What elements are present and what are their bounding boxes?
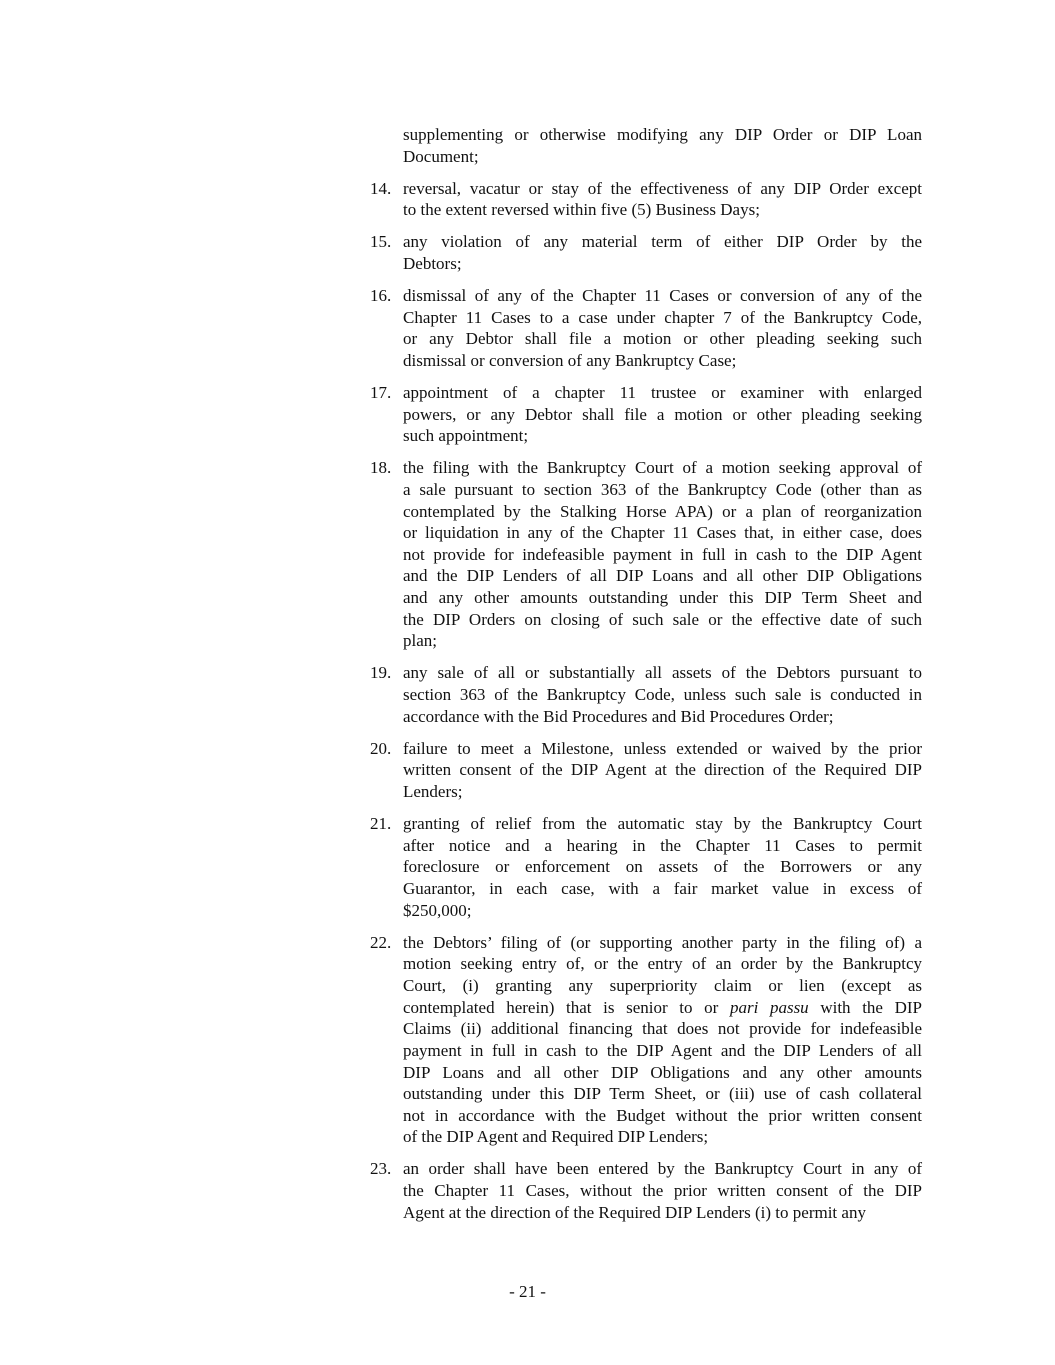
text-line: plan;	[403, 631, 437, 651]
text-line: dismissal of any of the Chapter 11 Cases or conversion of any of the	[403, 286, 922, 306]
text-line: appointment of a chapter 11 trustee or examiner with enlarged	[403, 382, 922, 402]
list-item	[370, 285, 922, 372]
text-line: granting of relief from the automatic stay by the Bankruptcy Court	[403, 814, 922, 834]
text-line: foreclosure or enforcement on assets of the Borrowers or any	[403, 857, 922, 877]
text-line: or liquidation in any of the Chapter 11 Cases that, in either case, does	[403, 523, 922, 543]
text-line: the DIP Orders on closing of such sale or the effective date of such	[403, 609, 922, 629]
text-line: contemplated by the Stalking Horse APA) or a plan of reorganization	[403, 501, 922, 521]
item-number: 22.	[370, 932, 392, 952]
text-line: the Debtors’ filing of (or supporting another party in the filing of) a	[403, 932, 922, 952]
text-line: not in accordance with the Budget without the prior written consent	[403, 1105, 922, 1125]
text-line: Claims (ii) additional financing that does not provide for indefeasible	[403, 1019, 922, 1039]
list-item	[370, 932, 922, 1148]
text-line: of the DIP Agent and Required DIP Lenders;	[403, 1127, 709, 1147]
text-line: not provide for indefeasible payment in full in cash to the DIP Agent	[403, 544, 922, 564]
text-line: to the extent reversed within five (5) Business Days;	[403, 200, 760, 220]
text-segment: contemplated herein) that is senior to or	[403, 997, 730, 1017]
text-line: any violation of any material term of either DIP Order by the	[403, 232, 922, 252]
text-line: Guarantor, in each case, with a fair market value in excess of	[403, 878, 922, 898]
page-number: - 21 -	[509, 1282, 546, 1301]
list-item	[370, 124, 922, 167]
text-line: any sale of all or substantially all assets of the Debtors pursuant to	[403, 663, 922, 683]
list-item	[370, 813, 922, 921]
list-item	[370, 382, 922, 447]
text-line: reversal, vacatur or stay of the effectiveness of any DIP Order except	[403, 178, 922, 198]
list-item	[370, 738, 922, 803]
item-number: 20.	[370, 738, 392, 758]
text-line: Debtors;	[403, 253, 462, 273]
text-line: failure to meet a Milestone, unless extended or waived by the prior	[403, 738, 922, 758]
item-number: 14.	[370, 178, 392, 198]
text-line: Chapter 11 Cases to a case under chapter 7 of the Bankruptcy Code,	[403, 307, 922, 327]
item-number: 15.	[370, 232, 392, 252]
list-item	[370, 231, 922, 274]
text-line: dismissal or conversion of any Bankruptcy Case;	[403, 350, 737, 370]
text-line: supplementing or otherwise modifying any DIP Order or DIP Loan	[403, 125, 922, 144]
text-segment: with the DIP	[808, 997, 922, 1017]
list-item	[370, 662, 922, 727]
text-line: outstanding under this DIP Term Sheet, or (iii) use of cash collateral	[403, 1084, 922, 1104]
text-line: Agent at the direction of the Required DIP Lenders (i) to permit any	[403, 1202, 866, 1222]
item-number: 17.	[370, 382, 392, 402]
text-line: or any Debtor shall file a motion or other pleading seeking such	[403, 329, 922, 349]
text-line: a sale pursuant to section 363 of the Bankruptcy Code (other than as	[403, 479, 922, 499]
item-number: 19.	[370, 663, 392, 683]
text-line: such appointment;	[403, 426, 529, 446]
text-line: accordance with the Bid Procedures and Bid Procedures Order;	[403, 706, 834, 726]
text-line: DIP Loans and all other DIP Obligations and any other amounts	[403, 1062, 922, 1082]
item-number: 16.	[370, 286, 392, 306]
text-line: Court, (i) granting any superpriority claim or lien (except as	[403, 975, 922, 995]
text-line: Document;	[403, 146, 479, 166]
text-line: payment in full in cash to the DIP Agent and the DIP Lenders of all	[403, 1040, 922, 1060]
text-line: and the DIP Lenders of all DIP Loans and all other DIP Obligations	[403, 566, 922, 586]
text-line: an order shall have been entered by the Bankruptcy Court in any of	[403, 1159, 922, 1179]
text-line	[403, 997, 922, 1019]
text-line: section 363 of the Bankruptcy Code, unless such sale is conducted in	[403, 685, 922, 705]
text-line: powers, or any Debtor shall file a motion or other pleading seeking	[403, 404, 922, 424]
text-line: the Chapter 11 Cases, without the prior written consent of the DIP	[403, 1181, 922, 1201]
text-line: $250,000;	[403, 900, 472, 920]
text-line: motion seeking entry of, or the entry of an order by the Bankruptcy	[403, 954, 922, 974]
item-number: 23.	[370, 1159, 392, 1179]
text-line: Lenders;	[403, 782, 463, 802]
text-line: the filing with the Bankruptcy Court of a motion seeking approval of	[403, 458, 922, 478]
list-item	[370, 457, 922, 652]
italic-text: pari passu	[729, 997, 809, 1017]
document-body	[370, 124, 922, 1234]
list-item	[370, 1158, 922, 1223]
text-line: after notice and a hearing in the Chapter 11 Cases to permit	[403, 835, 922, 855]
item-number: 21.	[370, 814, 392, 834]
text-line: written consent of the DIP Agent at the direction of the Required DIP	[403, 760, 922, 780]
text-line: and any other amounts outstanding under this DIP Term Sheet and	[403, 588, 922, 608]
item-number: 18.	[370, 458, 392, 478]
list-item	[370, 178, 922, 221]
